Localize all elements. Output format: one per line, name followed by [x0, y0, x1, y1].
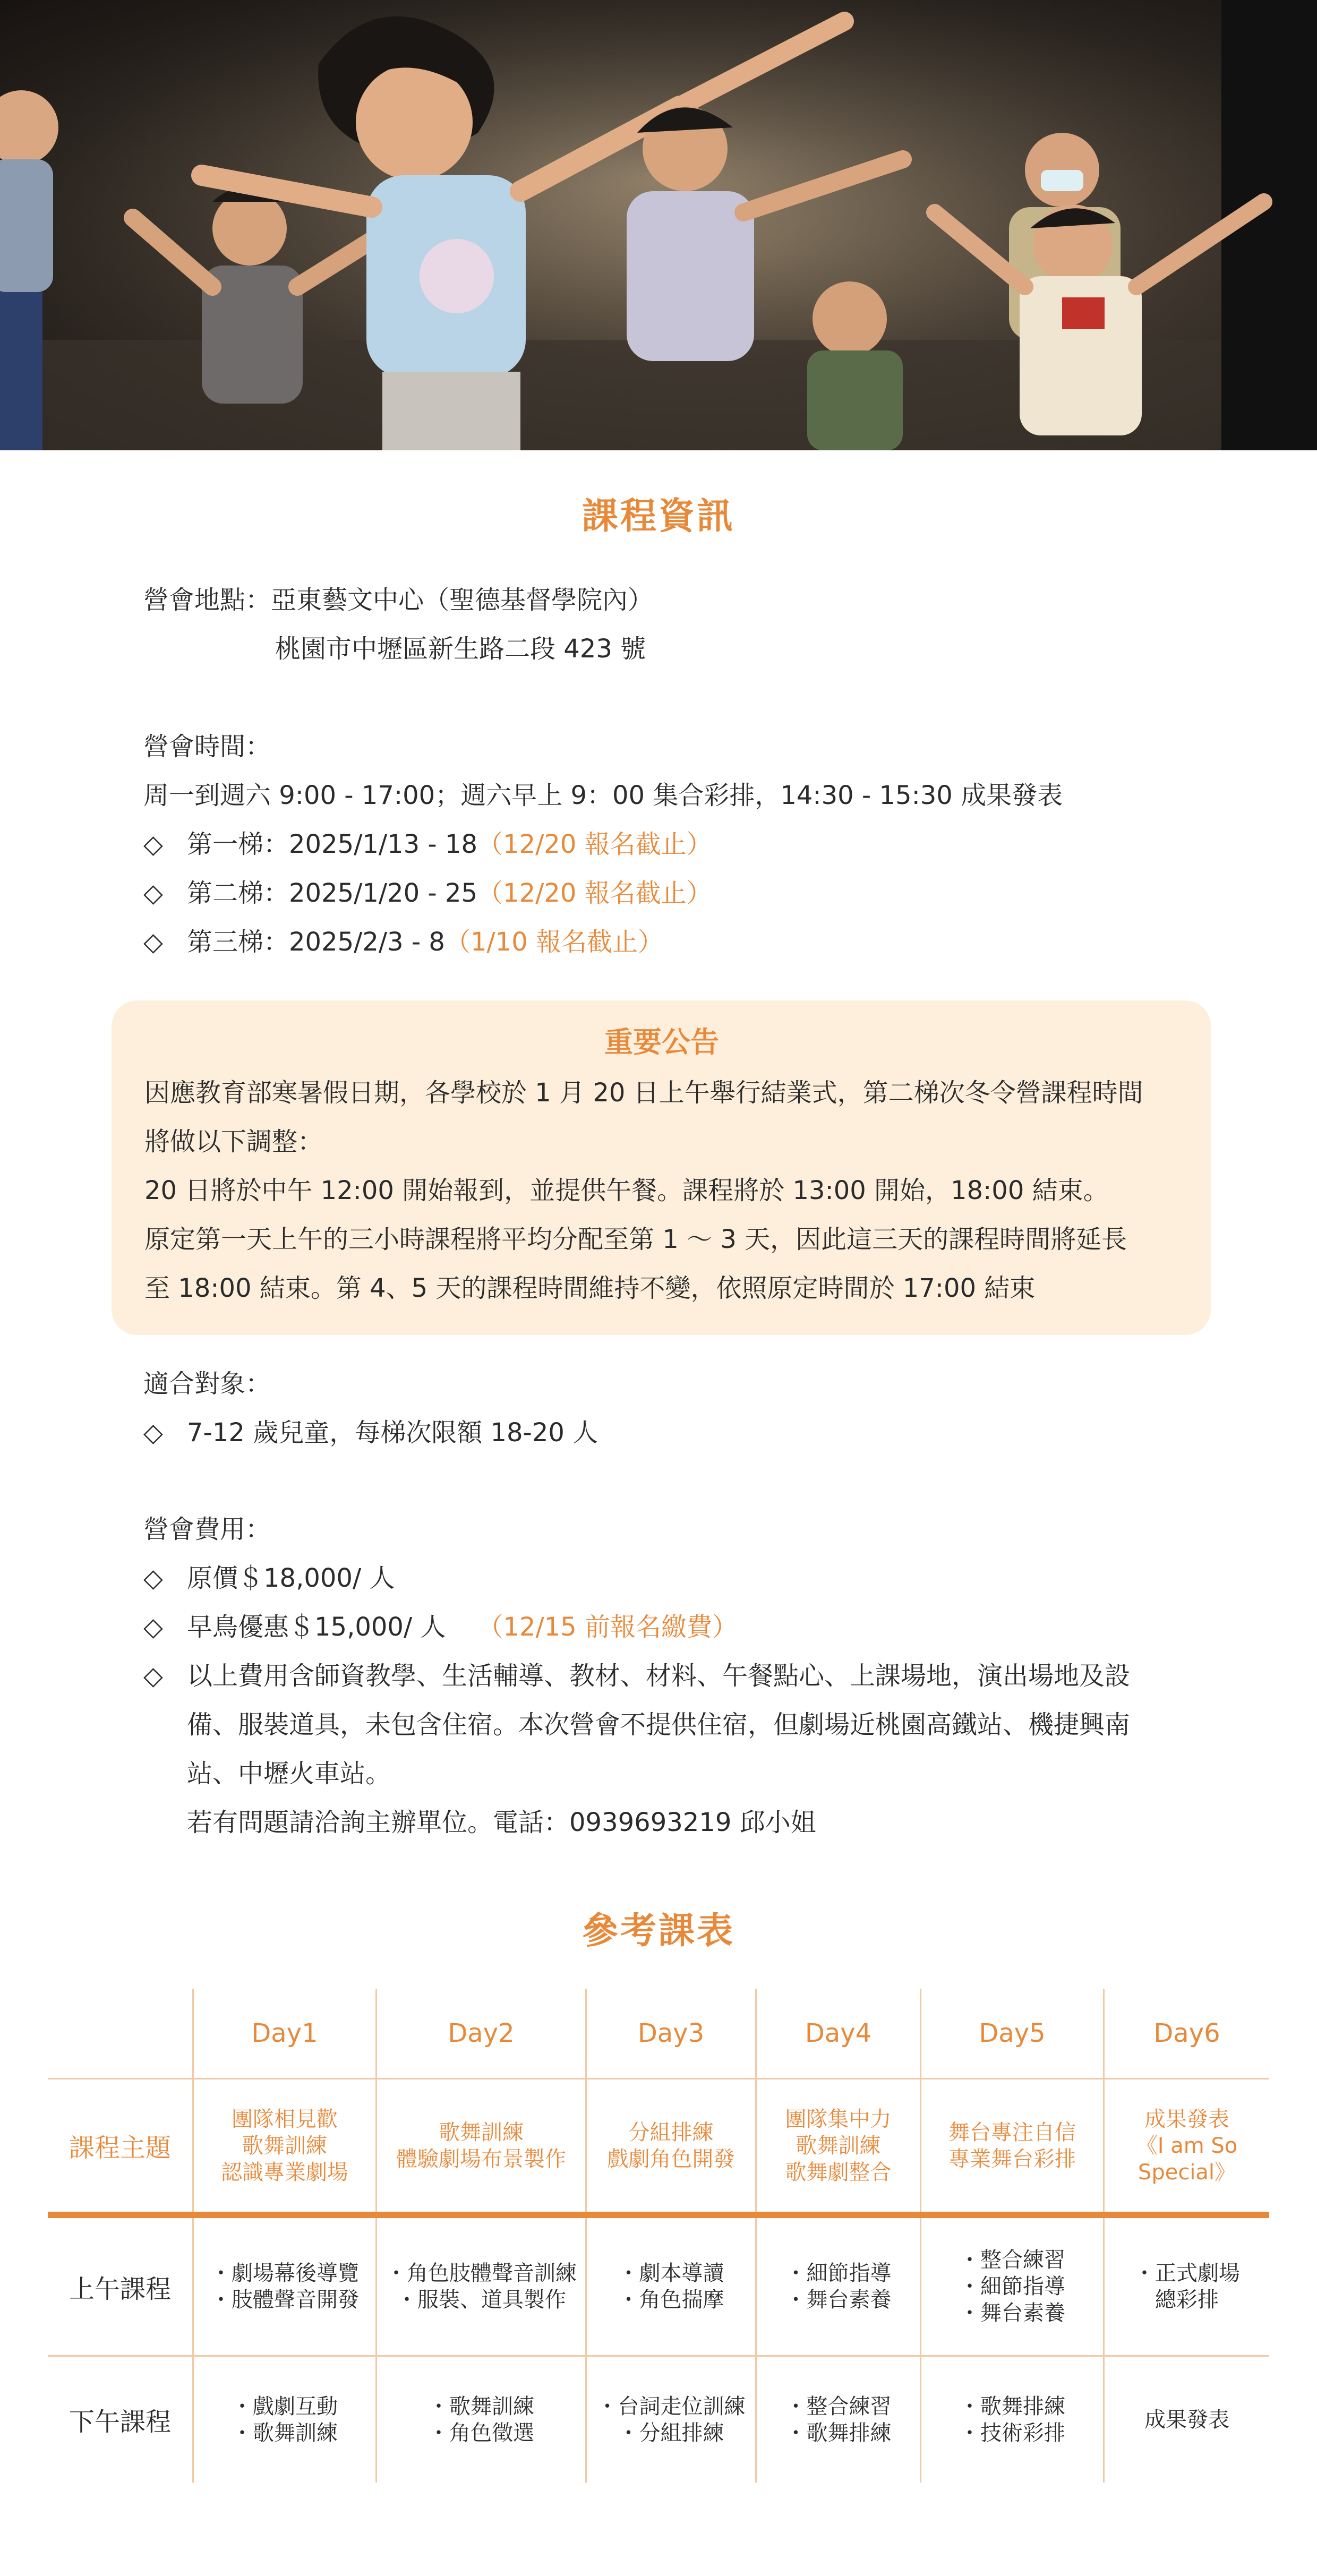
activity: ・服裝、道具製作	[396, 2288, 566, 2312]
table-divider	[48, 2212, 1269, 2218]
day-header: Day6	[1153, 2018, 1220, 2048]
afternoon-cell	[377, 2357, 585, 2483]
theme-cell	[921, 2079, 1103, 2212]
session-deadline: （12/20 報名截止）	[477, 829, 712, 859]
fee-early-text: 早鳥優惠＄15,000/ 人	[187, 1612, 446, 1642]
activity: ・分組排練	[618, 2420, 724, 2445]
notice-title: 重要公告	[604, 1025, 719, 1059]
day-header: Day2	[448, 2018, 515, 2048]
diamond-icon: ◇	[143, 1612, 163, 1642]
session-deadline: （1/10 報名截止）	[444, 927, 664, 957]
diamond-icon: ◇	[143, 878, 163, 908]
venue-address: 桃園市中壢區新生路二段 423 號	[275, 634, 646, 664]
fee-includes-line: 備、服裝道具，未包含住宿。本次營會不提供住宿，但劇場近桃園高鐵站、機捷興南	[187, 1710, 1131, 1740]
diamond-icon: ◇	[143, 1418, 163, 1448]
theme-row-label: 課程主題	[69, 2133, 171, 2163]
activity: ・肢體聲音開發	[210, 2288, 359, 2312]
important-notice	[112, 1000, 1211, 1335]
fees-block	[143, 1505, 1195, 1847]
theme-line: 成果發表	[1144, 2107, 1229, 2132]
fees-label: 營會費用：	[143, 1514, 271, 1544]
day-header: Day4	[805, 2018, 872, 2048]
theme-cell	[194, 2079, 375, 2212]
fee-includes	[143, 1651, 1195, 1700]
day-header: Day3	[637, 2018, 705, 2048]
activity: ・角色徵選	[428, 2420, 534, 2445]
theme-line: 團隊集中力	[785, 2107, 892, 2132]
activity: ・角色揣摩	[618, 2288, 724, 2312]
activity: ・正式劇場	[1134, 2261, 1240, 2286]
activity: ・歌舞排練	[785, 2420, 892, 2445]
session-deadline: （12/20 報名截止）	[477, 878, 712, 908]
venue-label: 營會地點：亞東藝文中心（聖德基督學院內）	[143, 585, 654, 615]
activity: ・舞台素養	[959, 2301, 1065, 2325]
theme-line: 專業舞台彩排	[948, 2146, 1076, 2171]
audience-label: 適合對象：	[143, 1369, 271, 1399]
activity: ・歌舞訓練	[232, 2420, 338, 2445]
theme-line: 歌舞劇整合	[785, 2160, 892, 2185]
time-block	[143, 722, 1195, 966]
notice-line: 20 日將於中午 12:00 開始報到，並提供午餐。課程將於 13:00 開始，18:00 結束。	[144, 1176, 1109, 1205]
diamond-icon: ◇	[143, 927, 163, 957]
activity: ・技術彩排	[959, 2420, 1065, 2445]
afternoon-cell	[757, 2357, 920, 2483]
fee-original	[143, 1554, 1195, 1603]
fee-includes-line: 以上費用含師資教學、生活輔導、教材、材料、午餐點心、上課場地，演出場地及設	[187, 1661, 1131, 1691]
activity: ・整合練習	[785, 2394, 892, 2419]
morning-row-label: 上午課程	[69, 2274, 171, 2304]
morning-cell	[587, 2218, 755, 2355]
theme-line: 舞台專注自信	[948, 2120, 1076, 2145]
schedule-table	[48, 1989, 1269, 2483]
afternoon-row-label: 下午課程	[69, 2407, 171, 2437]
diamond-icon: ◇	[143, 1563, 163, 1593]
day-header: Day1	[251, 2018, 318, 2048]
afternoon-cell	[194, 2357, 375, 2483]
activity: ・整合練習	[959, 2248, 1065, 2272]
session-label: 第三梯：2025/2/3 - 8	[187, 927, 445, 957]
theme-cell	[1105, 2079, 1269, 2212]
theme-line: 戲劇角色開發	[607, 2146, 735, 2171]
schedule-title: 參考課表	[581, 1910, 735, 1952]
session-item	[143, 869, 1195, 918]
session-label: 第一梯：2025/1/13 - 18	[187, 829, 478, 859]
diamond-icon: ◇	[143, 1661, 163, 1691]
theme-cell	[587, 2079, 755, 2212]
venue-block	[143, 576, 1195, 673]
day-header: Day5	[979, 2018, 1046, 2048]
session-label: 第二梯：2025/1/20 - 25	[187, 878, 478, 908]
morning-cell	[194, 2218, 375, 2355]
notice-line: 將做以下調整：	[144, 1127, 323, 1157]
notice-line: 原定第一天上午的三小時課程將平均分配至第 1 ～ 3 天，因此這三天的課程時間將延長	[144, 1225, 1127, 1254]
theme-line: 《I am So	[1136, 2133, 1238, 2158]
theme-line: 分組排練	[628, 2120, 714, 2145]
session-item	[143, 918, 1195, 966]
audience-block	[143, 1359, 1195, 1457]
activity: ・舞台素養	[785, 2288, 892, 2312]
activity: ・台詞走位訓練	[596, 2394, 746, 2419]
activity: ・劇本導讀	[618, 2261, 724, 2286]
morning-cell	[921, 2218, 1103, 2355]
activity: ・戲劇互動	[232, 2394, 338, 2419]
time-desc: 周一到週六 9:00 - 17:00；週六早上 9：00 集合彩排，14:30 - 15:30 成果發表	[143, 781, 1063, 810]
dancing-children-illustration	[0, 0, 1317, 450]
theme-line: 歌舞訓練	[439, 2120, 524, 2145]
activity: ・細節指導	[959, 2274, 1065, 2299]
theme-line: Special》	[1138, 2160, 1236, 2185]
afternoon-cell	[921, 2357, 1103, 2483]
time-label: 營會時間：	[143, 732, 271, 761]
fee-original-text: 原價＄18,000/ 人	[187, 1563, 395, 1593]
diamond-icon: ◇	[143, 829, 163, 859]
audience-text: 7-12 歲兒童，每梯次限額 18-20 人	[187, 1418, 598, 1448]
theme-line: 歌舞訓練	[796, 2133, 881, 2158]
notice-line: 至 18:00 結束。第 4、5 天的課程時間維持不變，依照原定時間於 17:00 結束	[144, 1273, 1036, 1303]
fee-early-bird	[143, 1603, 1195, 1651]
afternoon-cell	[587, 2357, 755, 2483]
theme-line: 體驗劇場布景製作	[396, 2146, 566, 2171]
morning-cell	[377, 2218, 585, 2355]
audience-item	[143, 1408, 1195, 1457]
activity: 成果發表	[1144, 2407, 1229, 2432]
theme-cell	[757, 2079, 920, 2212]
activity: ・細節指導	[785, 2261, 892, 2286]
fee-early-note: （12/15 前報名繳費）	[477, 1612, 738, 1642]
session-item	[143, 820, 1195, 869]
theme-line: 認識專業劇場	[221, 2160, 348, 2185]
theme-cell	[377, 2079, 585, 2212]
notice-line: 因應教育部寒暑假日期，各學校於 1 月 20 日上午舉行結業式，第二梯次冬令營課程時間	[144, 1078, 1143, 1108]
contact-info: 若有問題請洽詢主辦單位。電話：0939693219 邱小姐	[187, 1808, 816, 1837]
course-info-title: 課程資訊	[581, 495, 735, 537]
fee-includes-line: 站、中壢火車站。	[187, 1759, 391, 1788]
afternoon-cell	[1105, 2357, 1269, 2483]
morning-cell	[1105, 2218, 1269, 2355]
activity: 總彩排	[1155, 2288, 1219, 2312]
morning-cell	[757, 2218, 920, 2355]
activity: ・歌舞排練	[959, 2394, 1065, 2419]
activity: ・角色肢體聲音訓練	[386, 2261, 577, 2286]
theme-line: 團隊相見歡	[232, 2107, 338, 2132]
activity: ・歌舞訓練	[428, 2394, 534, 2419]
theme-line: 歌舞訓練	[242, 2133, 327, 2158]
hero-photo	[0, 0, 1317, 450]
activity: ・劇場幕後導覽	[210, 2261, 359, 2286]
